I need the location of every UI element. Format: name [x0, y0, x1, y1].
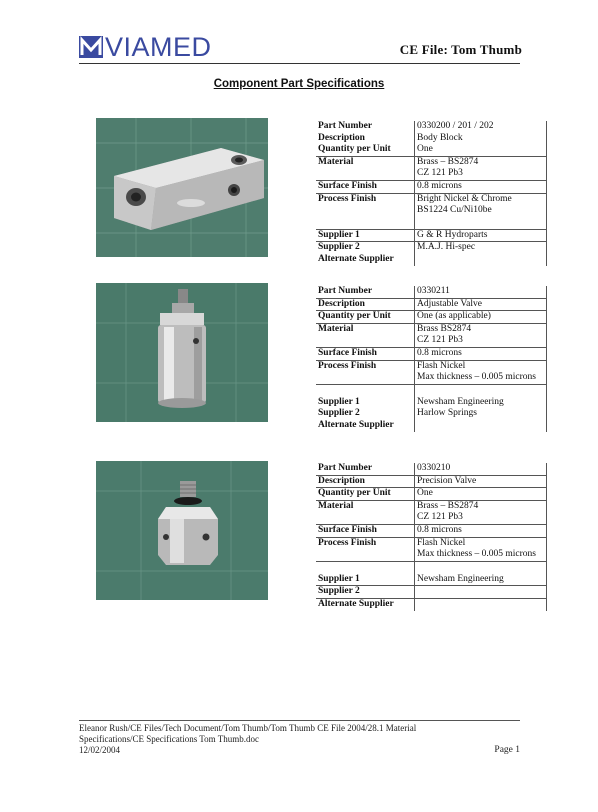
footer-divider: [79, 720, 520, 721]
spec-row-supplier-2: Supplier 2 M.A.J. Hi-spec: [316, 242, 547, 254]
header-divider: [79, 63, 520, 64]
spec-row-supplier-2: Supplier 2 Harlow Springs: [316, 408, 547, 420]
ce-file-label: CE File: Tom Thumb: [399, 42, 522, 57]
spec-row-material-grade: CZ 121 Pb3: [316, 168, 547, 180]
spec-row-material-grade: CZ 121 Pb3: [316, 335, 547, 347]
spec-row-quantity: Quantity per Unit One: [316, 144, 547, 156]
logo-text: VIAMED: [105, 32, 212, 62]
spec-row-process-finish-detail: Max thickness – 0.005 microns: [316, 549, 547, 561]
spec-row-part-number: Part Number 0330210: [316, 463, 547, 475]
page-title: Component Part Specifications: [213, 78, 385, 90]
spec-table-adjustable-valve: [316, 286, 547, 432]
spec-row-surface-finish: Surface Finish 0.8 microns: [316, 524, 547, 537]
spec-row-supplier-2: Supplier 2: [316, 586, 547, 599]
footer-date: 12/02/2004: [79, 745, 121, 755]
spec-table-body-block: [316, 121, 547, 266]
body-block-photo: [96, 118, 268, 257]
spec-row-quantity: Quantity per Unit One (as applicable): [316, 311, 547, 324]
spec-row-description: Description Adjustable Valve: [316, 298, 547, 311]
spec-row-material: Material Brass – BS2874: [316, 500, 547, 512]
adjustable-valve-photo: [96, 283, 268, 422]
spec-table-precision-valve: [316, 463, 547, 611]
spec-row-alternate-supplier: Alternate Supplier: [316, 598, 547, 610]
spec-row-material-grade: CZ 121 Pb3: [316, 512, 547, 524]
spec-row-alternate-supplier: Alternate Supplier: [316, 254, 547, 266]
footer-path-line-1: Eleanor Rush/CE Files/Tech Document/Tom Thumb/Tom Thumb CE File 2004/28.1 Material: [79, 723, 417, 733]
spec-row-process-finish: Process Finish Bright Nickel & Chrome: [316, 193, 547, 205]
precision-valve-photo: [96, 461, 268, 600]
spec-row-alternate-supplier: Alternate Supplier: [316, 420, 547, 432]
spec-row-material: Material Brass – BS2874: [316, 156, 547, 168]
spec-row-supplier-1: Supplier 1 Newsham Engineering: [316, 397, 547, 409]
spec-row-surface-finish: Surface Finish 0.8 microns: [316, 180, 547, 193]
spec-row-description: Description Precision Valve: [316, 475, 547, 488]
footer-path: [79, 723, 416, 756]
spec-row-material: Material Brass BS2874: [316, 323, 547, 335]
spec-row-part-number: Part Number 0330200 / 201 / 202: [316, 121, 547, 133]
spec-row-part-number: Part Number 0330211: [316, 286, 547, 298]
footer-path-line-2: Specifications/CE Specifications Tom Thumb.doc: [79, 734, 260, 744]
spec-row-process-finish-detail: BS1224 Cu/Ni10be: [316, 205, 547, 217]
spec-row-quantity: Quantity per Unit One: [316, 488, 547, 501]
spec-row-surface-finish: Surface Finish 0.8 microns: [316, 347, 547, 360]
spec-row-process-finish: Process Finish Flash Nickel: [316, 360, 547, 372]
spec-row-process-finish: Process Finish Flash Nickel: [316, 537, 547, 549]
page-number: Page 1: [494, 745, 520, 755]
viamed-logo: [79, 34, 212, 60]
spec-row-supplier-1: Supplier 1 Newsham Engineering: [316, 574, 547, 586]
spec-row-supplier-1: Supplier 1 G & R Hydroparts: [316, 229, 547, 242]
spec-row-process-finish-detail: Max thickness – 0.005 microns: [316, 372, 547, 384]
spec-row-description: Description Body Block: [316, 133, 547, 145]
logo-mark-icon: [79, 36, 103, 58]
